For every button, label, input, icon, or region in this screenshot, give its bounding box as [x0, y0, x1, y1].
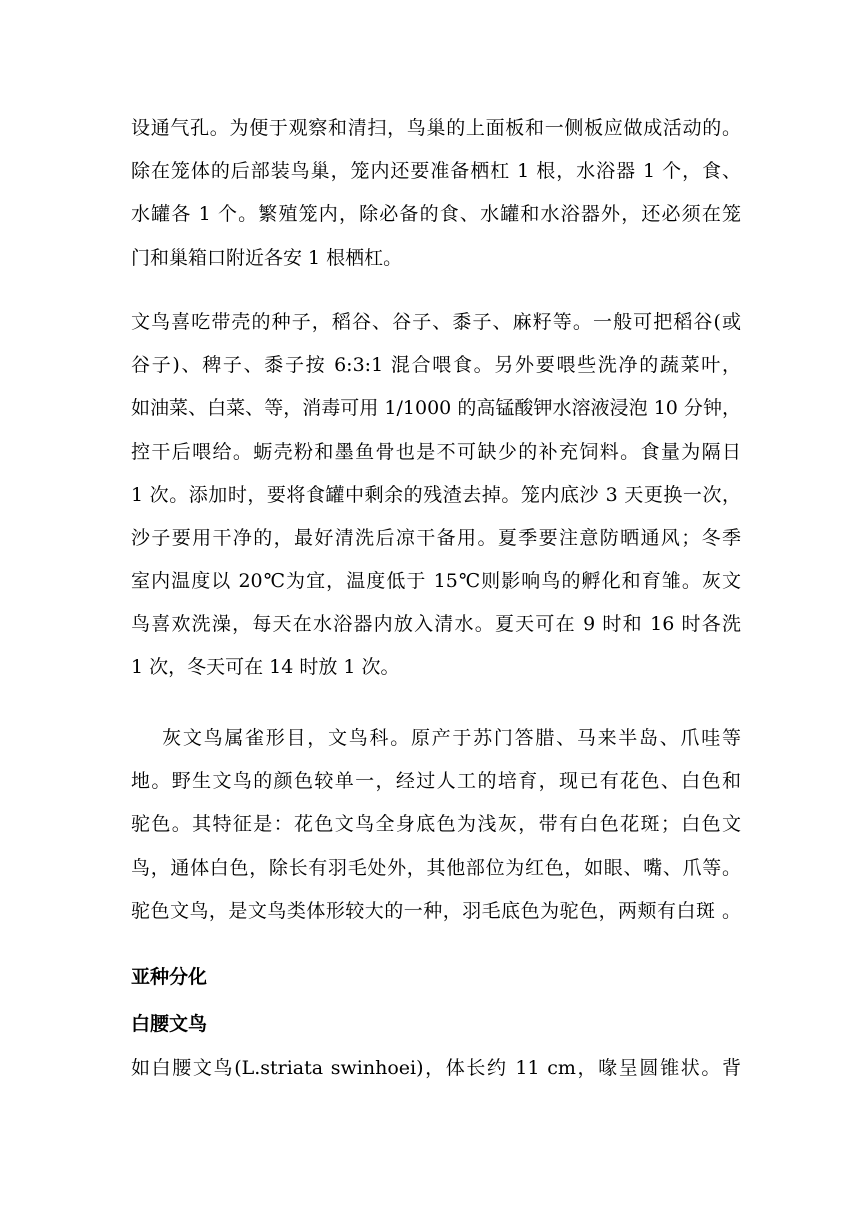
paragraph-2-line-8: 鸟喜欢洗澡，每天在水浴器内放入清水。夏天可在 9 时和 16 时各洗 — [131, 613, 741, 635]
heading-subspecies: 亚种分化 — [131, 966, 208, 988]
paragraph-1-line-3: 水罐各 1 个。繁殖笼内，除必备的食、水罐和水浴器外，还必须在笼 — [131, 203, 741, 225]
heading-white-rumped-munia: 白腰文鸟 — [131, 1013, 208, 1035]
paragraph-2-line-6: 沙子要用干净的，最好清洗后凉干备用。夏季要注意防晒通风；冬季 — [131, 527, 741, 549]
paragraph-3-line-3: 驼色。其特征是：花色文鸟全身底色为浅灰，带有白色花斑；白色文 — [131, 813, 741, 835]
paragraph-2-line-3: 如油菜、白菜、等，消毒可用 1/1000 的高锰酸钾水溶液浸泡 10 分钟， — [131, 397, 741, 419]
paragraph-2-line-5: 1 次。添加时，要将食罐中剩余的残渣去掉。笼内底沙 3 天更换一次， — [131, 484, 741, 506]
paragraph-2-line-9: 1 次，冬天可在 14 时放 1 次。 — [131, 656, 400, 678]
paragraph-2-line-4: 控干后喂给。蛎壳粉和墨鱼骨也是不可缺少的补充饲料。食量为隔日 — [131, 441, 741, 463]
paragraph-1-line-4: 门和巢箱口附近各安 1 根栖杠。 — [131, 247, 403, 269]
paragraph-1-line-2: 除在笼体的后部装鸟巢，笼内还要准备栖杠 1 根，水浴器 1 个，食、 — [131, 160, 741, 182]
body-text-line: 如白腰文鸟(L.striata swinhoei)，体长约 11 cm，喙呈圆锥状。背 — [131, 1057, 741, 1079]
paragraph-3-line-5: 驼色文鸟，是文鸟类体形较大的一种，羽毛底色为驼色，两颊有白斑 。 — [131, 900, 741, 922]
paragraph-2-line-7: 室内温度以 20℃为宜，温度低于 15℃则影响鸟的孵化和育雏。灰文 — [131, 570, 741, 592]
paragraph-2-line-2: 谷子)、稗子、黍子按 6:3:1 混合喂食。另外要喂些洗净的蔬菜叶， — [131, 354, 741, 376]
paragraph-3-line-1: 灰文鸟属雀形目，文鸟科。原产于苏门答腊、马来半岛、爪哇等 — [131, 727, 741, 749]
paragraph-3-line-2: 地。野生文鸟的颜色较单一，经过人工的培育，现已有花色、白色和 — [131, 770, 741, 792]
paragraph-2-line-1: 文鸟喜吃带壳的种子，稻谷、谷子、黍子、麻籽等。一般可把稻谷(或 — [131, 311, 741, 333]
paragraph-1-line-1: 设通气孔。为便于观察和清扫，鸟巢的上面板和一侧板应做成活动的。 — [131, 117, 741, 139]
paragraph-3-line-4: 鸟，通体白色，除长有羽毛处外，其他部位为红色，如眼、嘴、爪等。 — [131, 857, 741, 879]
